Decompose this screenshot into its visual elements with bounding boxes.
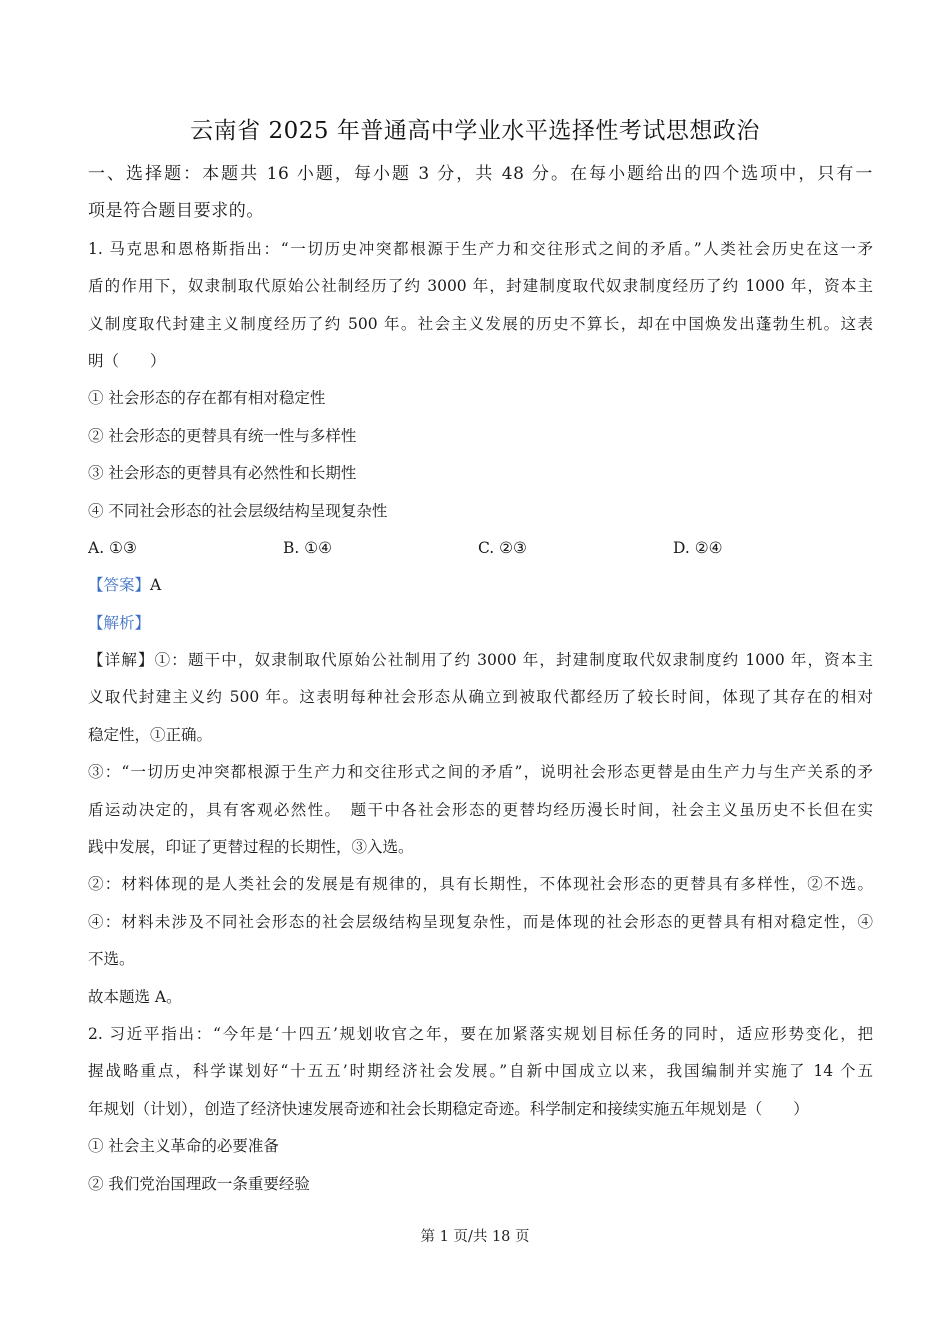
q1-stem-line-2: 盾的作用下，奴隶制取代原始公社制经历了约 3000 年，封建制度取代奴隶制度经历了约 1000 年，资本主 xyxy=(88,277,873,296)
q1-detail-line-4: ③：“一切历史冲突都根源于生产力和交往形式之间的矛盾”，说明社会形态更替是由生产力与生产关系的矛 xyxy=(88,763,873,782)
q1-option-c: C. ②③ xyxy=(478,538,527,557)
q1-option-b: B. ①④ xyxy=(283,538,333,557)
q1-analysis xyxy=(88,605,873,642)
q2-stem-line-3: 年规划（计划），创造了经济快速发展奇迹和社会长期稳定奇迹。科学制定和接续实施五年规划是（ ） xyxy=(88,1099,809,1118)
document-title: 云南省 2025 年普通高中学业水平选择性考试思想政治 xyxy=(190,118,760,144)
q1-stem-line-3: 义制度取代封建主义制度经历了约 500 年。社会主义发展的历史不算长，却在中国焕发出蓬勃生机。这表 xyxy=(88,314,873,333)
q2-stem-line-1: 2. 习近平指出：“今年是‘十四五’规划收官之年，要在加紧落实规划目标任务的同时，适应形势变化，把 xyxy=(88,1024,873,1043)
q1-detail-line-6: 践中发展，印证了更替过程的长期性，③入选。 xyxy=(88,838,414,857)
q1-item-3: ③ 社会形态的更替具有必然性和长期性 xyxy=(88,464,357,483)
q1-answer xyxy=(88,567,873,604)
q2-stem-line-2: 握战略重点，科学谋划好“十五五’时期经济社会发展。”自新中国成立以来，我国编制并实施了 14 个五 xyxy=(88,1062,873,1081)
answer-value: A xyxy=(150,576,162,595)
section-heading-line-2: 项是符合题目要求的。 xyxy=(88,201,264,222)
q1-detail-line-10: 故本题选 A。 xyxy=(88,987,182,1006)
q1-item-2: ② 社会形态的更替具有统一性与多样性 xyxy=(88,426,357,445)
q1-option-a: A. ①③ xyxy=(88,538,137,557)
analysis-tag: 【解析】 xyxy=(88,613,151,632)
q1-detail-line-2: 义取代封建主义约 500 年。这表明每种社会形态从确立到被取代都经历了较长时间，体现了其存在的相对 xyxy=(88,688,873,707)
q1-options xyxy=(88,530,873,567)
q1-detail-line-7: ②：材料体现的是人类社会的发展是有规律的，具有长期性，不体现社会形态的更替具有多样性，②不选。 xyxy=(88,875,873,894)
page-footer: 第 1 页/共 18 页 xyxy=(420,1229,530,1245)
q1-stem-line-1: 1. 马克思和恩格斯指出：“一切历史冲突都根源于生产力和交往形式之间的矛盾。”人类社会历史在这一矛 xyxy=(88,239,873,258)
q2-item-1: ① 社会主义革命的必要准备 xyxy=(88,1137,279,1156)
q1-item-4: ④ 不同社会形态的社会层级结构呈现复杂性 xyxy=(88,501,388,520)
q1-item-1: ① 社会形态的存在都有相对稳定性 xyxy=(88,389,326,408)
q1-detail-line-5: 盾运动决定的，具有客观必然性。 题干中各社会形态的更替均经历漫长时间，社会主义虽历史不长但在实 xyxy=(88,800,873,819)
q1-detail-line-9: 不选。 xyxy=(88,950,135,969)
q1-detail-line-8: ④：材料未涉及不同社会形态的社会层级结构呈现复杂性，而是体现的社会形态的更替具有相对稳定性，④ xyxy=(88,912,873,931)
document-body xyxy=(88,156,873,1203)
q2-item-2: ② 我们党治国理政一条重要经验 xyxy=(88,1174,310,1193)
q1-option-d: D. ②④ xyxy=(673,538,723,557)
answer-tag: 【答案】 xyxy=(88,576,151,595)
q1-detail-line-1: 【详解】①：题干中，奴隶制取代原始公社制用了约 3000 年，封建制度取代奴隶制度约 1000 年，资本主 xyxy=(88,651,873,670)
q1-stem-line-4: 明（ ） xyxy=(88,351,166,370)
q1-detail-line-3: 稳定性，①正确。 xyxy=(88,725,213,744)
section-heading-line-1: 一、选择题：本题共 16 小题，每小题 3 分，共 48 分。在每小题给出的四个选项中，只有一 xyxy=(88,164,873,184)
